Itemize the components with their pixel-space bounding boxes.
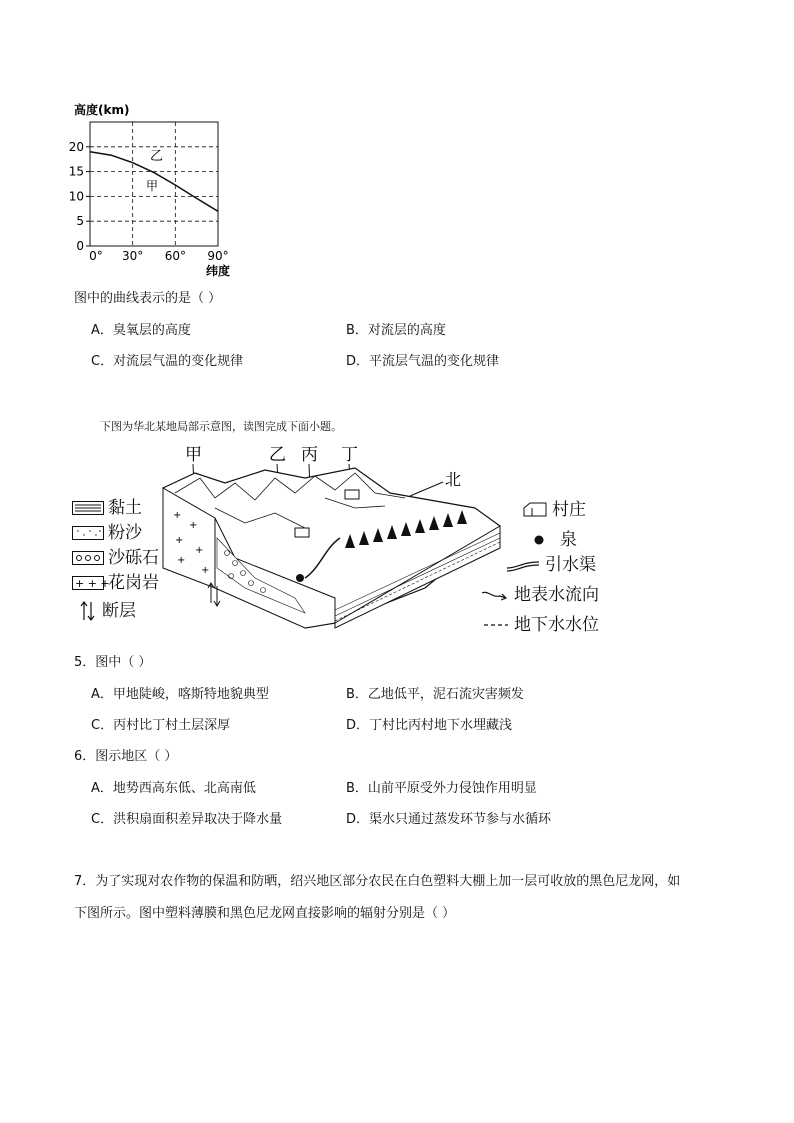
question-curve-stem: 图中的曲线表示的是（ ） xyxy=(74,291,222,306)
label-ding: 丁 xyxy=(341,445,358,465)
q6-option-d: D．渠水只通过蒸发环节参与水循环 xyxy=(346,812,552,827)
legend-silt-label: 粉沙 xyxy=(108,523,142,543)
groundwater-level-icon xyxy=(482,620,510,630)
altitude-chart xyxy=(60,98,250,283)
legend-granite-label: 花岗岩 xyxy=(108,573,159,593)
option-d: D．平流层气温的变化规律 xyxy=(346,354,500,369)
x-tick-0: 0° xyxy=(89,249,103,263)
question-6-stem: 6．图示地区（ ） xyxy=(74,749,178,764)
svg-text:+: + xyxy=(177,555,186,566)
question-5-stem: 5．图中（ ） xyxy=(74,655,152,670)
legend-spring-label: 泉 xyxy=(560,530,577,550)
q6-option-b: B．山前平原受外力侵蚀作用明显 xyxy=(346,781,537,796)
y-tick-1: 5 xyxy=(76,214,84,229)
y-tick-2: 10 xyxy=(68,189,84,204)
label-jia: 甲 xyxy=(185,445,202,465)
option-b: B．对流层的高度 xyxy=(346,323,446,338)
legend-village-label: 村庄 xyxy=(552,500,586,520)
block-diagram xyxy=(155,438,515,633)
block-diagram-svg xyxy=(155,438,515,633)
legend-canal xyxy=(505,555,596,575)
legend-canal-label: 引水渠 xyxy=(545,555,596,575)
x-tick-3: 90° xyxy=(207,249,229,263)
surface-flow-arrow-icon xyxy=(480,588,510,602)
silt-pattern-icon xyxy=(72,526,104,540)
svg-text:+ + +: + + + xyxy=(75,577,110,590)
svg-text:+: + xyxy=(175,535,184,546)
village-bing xyxy=(295,528,309,537)
svg-text:+: + xyxy=(173,510,182,521)
annotation-jia: 甲 xyxy=(146,179,159,193)
legend-groundwater xyxy=(482,615,599,635)
legend-granite xyxy=(72,573,159,593)
legend-groundwater-label: 地下水水位 xyxy=(514,615,599,635)
legend-silt xyxy=(72,523,142,543)
legend-fault xyxy=(78,600,136,622)
y-tick-0: 0 xyxy=(76,239,84,253)
legend-village xyxy=(522,500,586,520)
y-axis-label: 高度(km) xyxy=(74,103,130,117)
y-tick-4: 20 xyxy=(68,139,84,154)
legend-gravel xyxy=(72,548,159,568)
legend-clay-label: 黏土 xyxy=(108,498,142,518)
chart-ticks xyxy=(69,140,229,263)
map-caption: 下图为华北某地局部示意图，读图完成下面小题。 xyxy=(100,420,342,433)
spring-icon xyxy=(530,533,556,547)
q5-option-c: C．丙村比丁村土层深厚 xyxy=(91,718,231,733)
spring-point xyxy=(296,574,304,582)
legend-clay xyxy=(72,498,142,518)
legend-surface-flow-label: 地表水流向 xyxy=(514,585,599,605)
label-bing: 丙 xyxy=(301,445,318,465)
option-c: C．对流层气温的变化规律 xyxy=(91,354,244,369)
x-axis-label: 纬度 xyxy=(206,264,231,278)
label-yi: 乙 xyxy=(269,445,286,465)
village-ding xyxy=(345,490,359,499)
legend-surface-flow xyxy=(480,585,599,605)
q5-option-a: A．甲地陡峻，喀斯特地貌典型 xyxy=(91,687,269,702)
question-7-line1: 7．为了实现对农作物的保温和防晒，绍兴地区部分农民在白色塑料大棚上加一层可收放的黑色尼龙网，如 xyxy=(74,874,681,889)
q6-option-c: C．洪积扇面积差异取决于降水量 xyxy=(91,812,283,827)
y-tick-3: 15 xyxy=(68,164,84,179)
svg-text:+: + xyxy=(195,545,204,556)
svg-text:+: + xyxy=(201,565,210,576)
x-tick-1: 30° xyxy=(122,249,144,263)
granite-pattern-icon xyxy=(72,576,110,590)
annotation-yi: 乙 xyxy=(150,149,164,164)
x-tick-2: 60° xyxy=(164,249,186,263)
north-label: 北 xyxy=(445,470,462,489)
q5-option-b: B．乙地低平，泥石流灾害频发 xyxy=(346,687,524,702)
gravel-pattern-icon xyxy=(72,551,104,565)
clay-pattern-icon xyxy=(72,501,104,515)
legend-gravel-label: 沙砾石 xyxy=(108,548,159,568)
fault-icon xyxy=(78,600,98,622)
option-a: A．臭氧层的高度 xyxy=(91,323,191,338)
question-7-line2: 下图所示。图中塑料薄膜和黑色尼龙网直接影响的辐射分别是（ ） xyxy=(74,906,456,921)
legend-spring xyxy=(530,530,577,550)
village-icon xyxy=(522,502,548,518)
svg-text:+: + xyxy=(189,520,198,531)
q6-option-a: A．地势西高东低、北高南低 xyxy=(91,781,256,796)
altitude-chart-svg xyxy=(60,98,250,283)
canal-icon xyxy=(505,558,541,572)
legend-fault-label: 断层 xyxy=(102,601,136,621)
q5-option-d: D．丁村比丙村地下水埋藏浅 xyxy=(346,718,513,733)
